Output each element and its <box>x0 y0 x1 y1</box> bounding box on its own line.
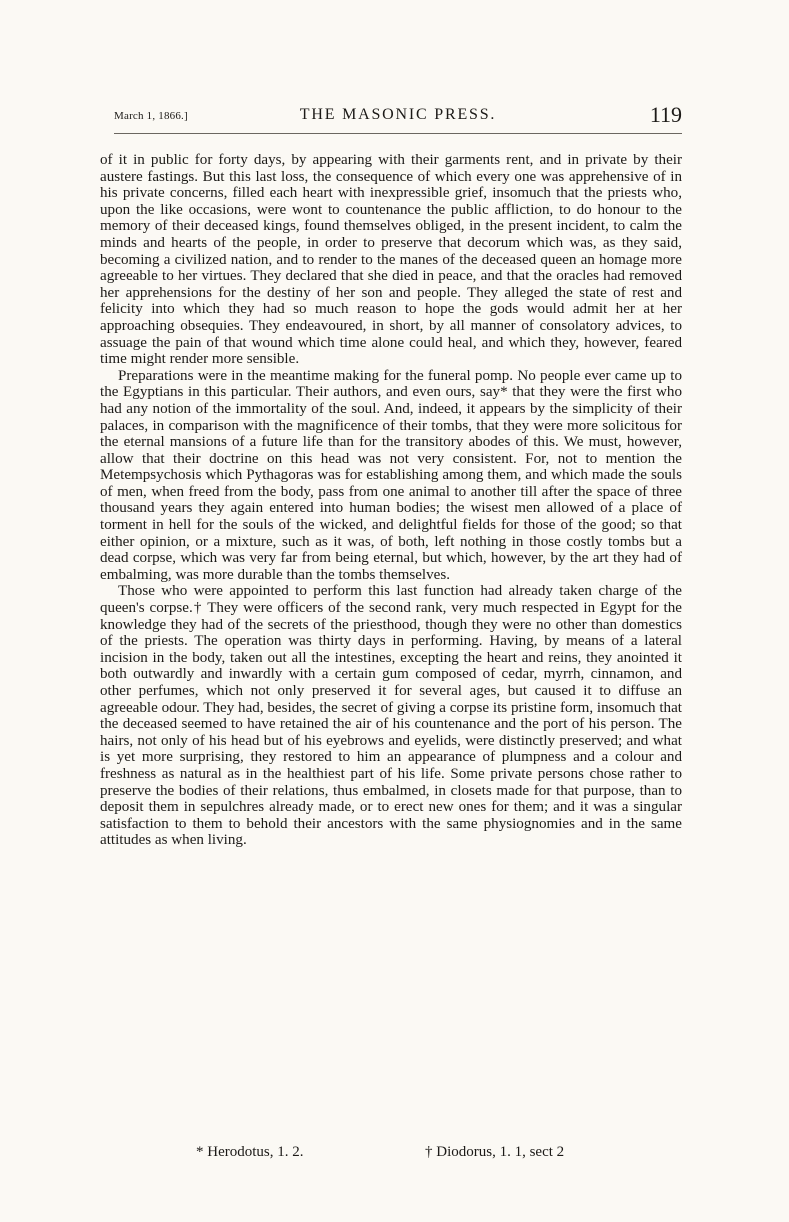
issue-date: March 1, 1866.] <box>114 110 188 122</box>
page-number: 119 <box>649 102 682 127</box>
paragraph-continuation: of it in public for forty days, by appearing with their garments rent, and in private by their austere fastings. But this last loss, the consequence of which every one was apprehensive of in his private concerns, filled each heart with inexpressible grief, insomuch that the priests who, upon the like occasions, were wont to countenance the public affliction, to do honour to the memory of their deceased kings, found themselves obliged, in the present incident, to calm the minds and hearts of the people, in order to preserve that decorum which was, as they said, becoming a civilized nation, and to render to the manes of the deceased queen an homage more agreeable to her virtues. They declared that she died in peace, and that the oracles had removed her apprehensions for the destiny of her son and people. They alleged the state of rest and felicity into which they had so much reason to hope the gods would admit her at her approaching obsequies. They endeavoured, in short, by all manner of consolatory advices, to assuage the pain of that wound which time alone could heal, and which they, however, feared time might render more sensible. <box>100 152 682 368</box>
footnotes <box>100 1144 682 1164</box>
footnote-diodorus: † Diodorus, 1. 1, sect 2 <box>425 1144 565 1160</box>
footnote-herodotus: * Herodotus, 1. 2. <box>196 1144 304 1160</box>
paragraph-embalming: Those who were appointed to perform this last function had already taken charge of the queen's corpse.† They were officers of the second rank, very much respected in Egypt for the knowledge they had of the secrets of the priesthood, though they were no other than domestics of the priests. The operation was thirty days in performing. Having, by means of a lateral incision in the body, taken out all the intestines, excepting the heart and reins, they anointed it both outwardly and inwardly with a certain gum composed of cedar, myrrh, cinnamon, and other perfumes, which not only preserved it for several ages, but caused it to diffuse an agreeable odour. They had, besides, the secret of giving a corpse its pristine form, insomuch that the deceased seemed to have retained the air of his countenance and the port of his person. The hairs, not only of his head but of his eyebrows and eyelids, were distinctly preserved; and what is yet more surprising, they restored to him an appearance of plumpness and a colour and freshness as natural as in the healthiest part of his life. Some private persons chose rather to preserve the bodies of their relations, thus embalmed, in closets made for that purpose, than to deposit them in sepulchres already made, or to erect new ones for them; and it was a singular satisfaction to them to behold their ancestors with the same physiognomies and in the same attitudes as when living. <box>100 583 682 849</box>
publication-title: THE MASONIC PRESS. <box>299 106 497 123</box>
article-body <box>100 152 682 849</box>
paragraph-funeral-preparations: Preparations were in the meantime making for the funeral pomp. No people ever came up to the Egyptians in this particular. Their authors, and even ours, say* that they were the first who had any notion of the immortality of the soul. And, indeed, it appears by the simplicity of their palaces, in comparison with the magnificence of their tombs, that they were more solicitous for the eternal mansions of a future life than for the transitory abodes of this. We must, however, allow that their doctrine on this head was not very consistent. For, not to mention the Metempsychosis which Pythagoras was for establishing among them, and which made the souls of men, when freed from the body, pass from one animal to another till after the space of three thousand years they again entered into human bodies; the wisest men allowed of a place of torment in hell for the souls of the wicked, and delightful fields for those of the good; so that either opinion, or a mixture, such as it was, of both, left nothing in those costly tombs but a dead corpse, which was very far from being eternal, but which, however, by the art they had of embalming, was more durable than the tombs themselves. <box>100 367 682 583</box>
running-header <box>114 104 682 126</box>
header-rule <box>114 133 682 134</box>
